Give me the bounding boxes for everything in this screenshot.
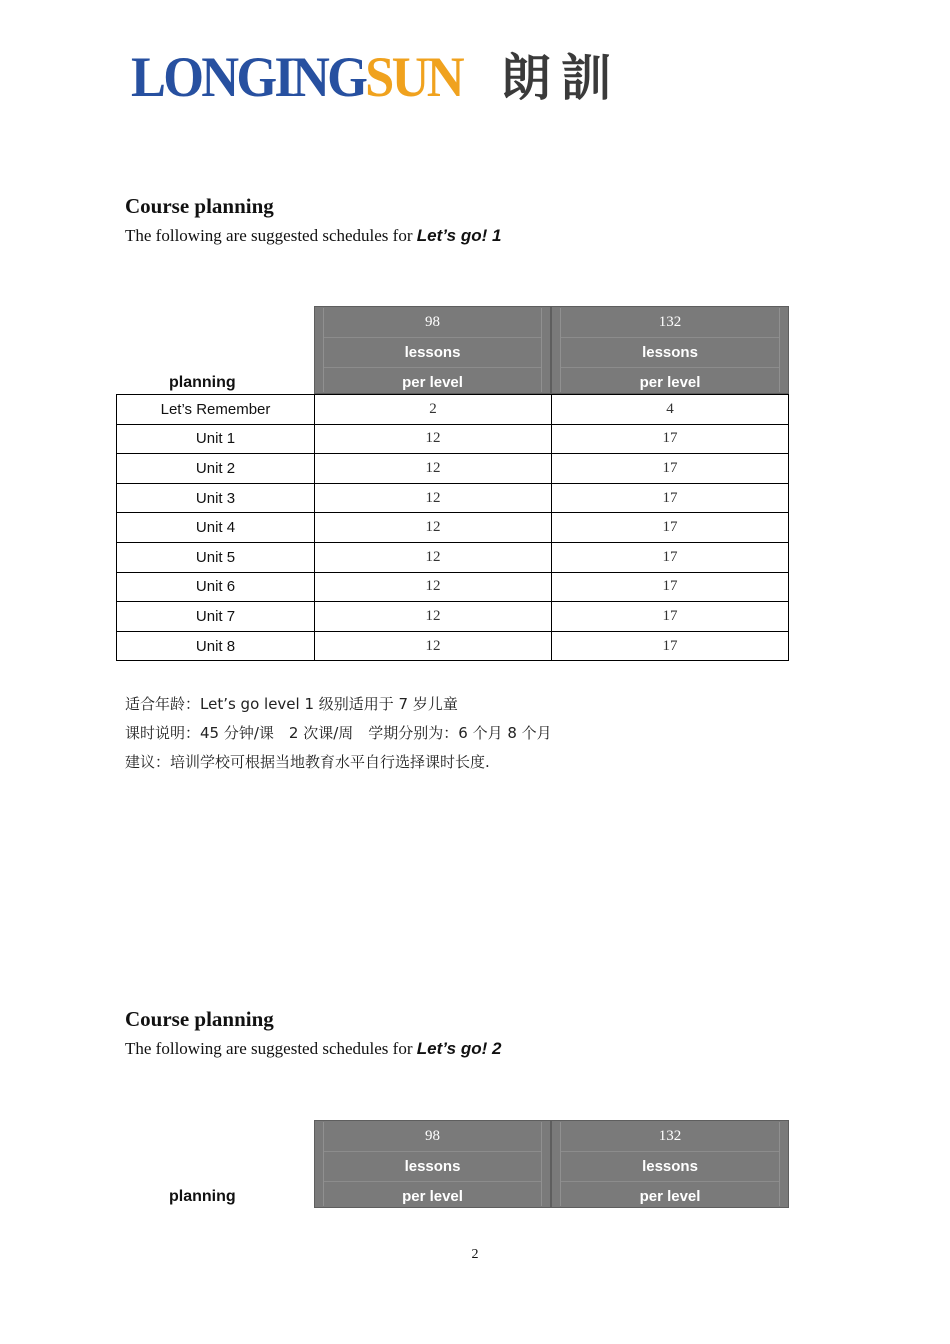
note-suggestion: 建议：培训学校可根据当地教育水平自行选择课时长度. [125,753,490,771]
page-number: 2 [471,1247,479,1262]
row-header-label: planning [169,374,236,391]
table-row: Unit 5 12 17 [117,542,789,572]
course-notes [125,690,552,777]
section-2-subtitle: The following are suggested schedules for Let’s go! 2 [125,1039,502,1058]
row-header-label: planning [169,1188,236,1205]
table-row: Let’s Remember 2 4 [117,395,789,425]
section-1-subtitle: The following are suggested schedules for Let’s go! 1 [125,226,502,245]
section-1-title: Course planning [125,194,274,218]
table-row: Unit 8 12 17 [117,631,789,661]
table-header [116,306,789,394]
table-row: Unit 2 12 17 [117,454,789,484]
column-header-132: 132 lessons per level [551,1120,789,1208]
schedule-table-body [116,394,789,661]
logo-chinese: 朗訓 [501,49,621,107]
table-row: Unit 1 12 17 [117,424,789,454]
column-header-98: 98 lessons per level [314,1120,551,1208]
table-row: Unit 3 12 17 [117,483,789,513]
schedule-table-2 [116,1120,789,1208]
column-header-98: 98 lessons per level [314,306,551,394]
logo-wordmark: LONGINGSUN [131,46,462,109]
book-title: Let’s go! 2 [416,1039,502,1058]
note-lesson-time: 课时说明：45 分钟/课 2 次课/周 学期分别为：6 个月 8 个月 [125,724,552,742]
company-logo [131,46,621,109]
table-row: Unit 6 12 17 [117,572,789,602]
column-header-132: 132 lessons per level [551,306,789,394]
section-2-title: Course planning [125,1007,274,1031]
table-row: Unit 4 12 17 [117,513,789,543]
schedule-table-1 [116,306,789,661]
book-title: Let’s go! 1 [416,226,502,245]
table-row: Unit 7 12 17 [117,602,789,632]
note-age: 适合年龄：Let’s go level 1 级别适用于 7 岁儿童 [125,695,458,713]
table-header [116,1120,789,1208]
